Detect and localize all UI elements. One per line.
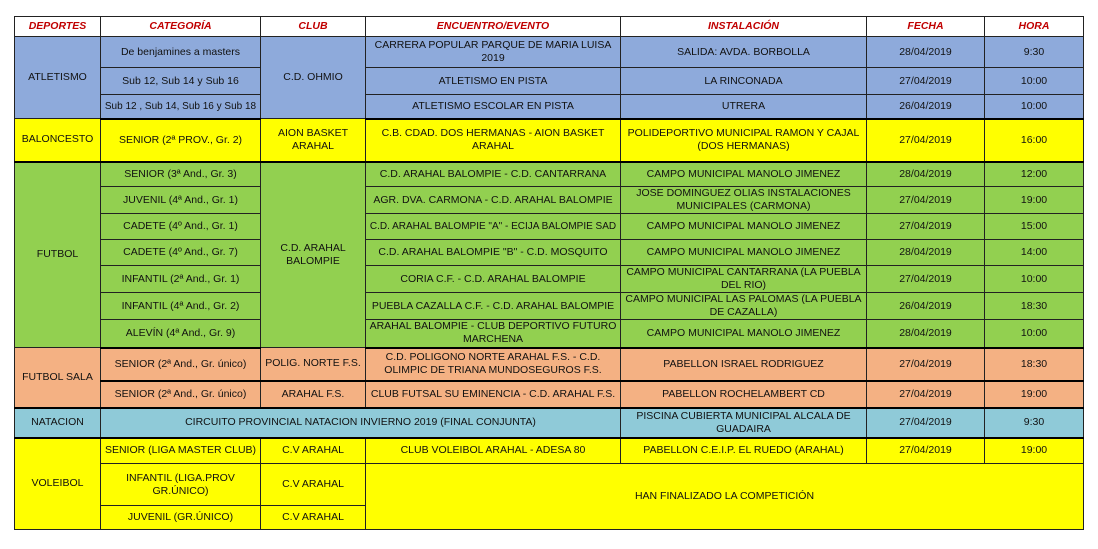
instalacion-cell: PABELLON C.E.I.P. EL RUEDO (ARAHAL): [621, 438, 867, 464]
instalacion-cell: CAMPO MUNICIPAL MANOLO JIMENEZ: [621, 240, 867, 266]
hora-cell: 19:00: [985, 187, 1084, 214]
fecha-cell: 28/04/2019: [867, 240, 985, 266]
fecha-cell: 27/04/2019: [867, 68, 985, 95]
table-row: [15, 266, 1084, 293]
instalacion-cell: UTRERA: [621, 95, 867, 119]
categoria-cell: Sub 12 , Sub 14, Sub 16 y Sub 18: [101, 95, 261, 119]
fecha-cell: 27/04/2019: [867, 381, 985, 408]
fecha-cell: 27/04/2019: [867, 408, 985, 438]
categoria-cell: De benjamines a masters: [101, 37, 261, 68]
instalacion-cell: PISCINA CUBIERTA MUNICIPAL ALCALA DE GUADAIRA: [621, 408, 867, 438]
instalacion-cell: CAMPO MUNICIPAL MANOLO JIMENEZ: [621, 162, 867, 187]
hora-cell: 15:00: [985, 214, 1084, 240]
hora-cell: 19:00: [985, 381, 1084, 408]
categoria-cell: INFANTIL (2ª And., Gr. 1): [101, 266, 261, 293]
table-row: [15, 293, 1084, 320]
hora-cell: 9:30: [985, 37, 1084, 68]
categoria-cell: JUVENIL (GR.ÚNICO): [101, 506, 261, 530]
categoria-cell: CADETE (4º And., Gr. 7): [101, 240, 261, 266]
hora-cell: 10:00: [985, 266, 1084, 293]
encuentro-cell: ATLETISMO EN PISTA: [366, 68, 621, 95]
sport-cell-natacion: NATACION: [15, 408, 101, 438]
table-row: [15, 348, 1084, 381]
hora-cell: 12:00: [985, 162, 1084, 187]
evento-cell: CIRCUITO PROVINCIAL NATACION INVIERNO 2019 (FINAL CONJUNTA): [101, 408, 621, 438]
instalacion-cell: CAMPO MUNICIPAL MANOLO JIMENEZ: [621, 214, 867, 240]
club-cell: C.V ARAHAL: [261, 506, 366, 530]
header-instalacion: INSTALACIÓN: [621, 17, 867, 37]
hora-cell: 18:30: [985, 293, 1084, 320]
header-fecha: FECHA: [867, 17, 985, 37]
encuentro-cell: ARAHAL BALOMPIE - CLUB DEPORTIVO FUTURO MARCHENA: [366, 320, 621, 348]
categoria-cell: SENIOR (2ª And., Gr. único): [101, 348, 261, 381]
table-row: [15, 438, 1084, 464]
categoria-cell: ALEVÍN (4ª And., Gr. 9): [101, 320, 261, 348]
hora-cell: 10:00: [985, 95, 1084, 119]
fecha-cell: 27/04/2019: [867, 119, 985, 162]
categoria-cell: Sub 12, Sub 14 y Sub 16: [101, 68, 261, 95]
fecha-cell: 28/04/2019: [867, 37, 985, 68]
fecha-cell: 26/04/2019: [867, 95, 985, 119]
club-cell: C.V ARAHAL: [261, 438, 366, 464]
club-cell: ARAHAL F.S.: [261, 381, 366, 408]
club-cell: AION BASKET ARAHAL: [261, 119, 366, 162]
categoria-cell: JUVENIL (4ª And., Gr. 1): [101, 187, 261, 214]
table-row: [15, 464, 1084, 506]
encuentro-cell: CORIA C.F. - C.D. ARAHAL BALOMPIE: [366, 266, 621, 293]
instalacion-cell: CAMPO MUNICIPAL LAS PALOMAS (LA PUEBLA DE CAZALLA): [621, 293, 867, 320]
instalacion-cell: POLIDEPORTIVO MUNICIPAL RAMON Y CAJAL (DOS HERMANAS): [621, 119, 867, 162]
sport-cell-atletismo: ATLETISMO: [15, 37, 101, 119]
table-row: [15, 320, 1084, 348]
table-row: [15, 119, 1084, 162]
header-deportes: DEPORTES: [15, 17, 101, 37]
categoria-cell: SENIOR (LIGA MASTER CLUB): [101, 438, 261, 464]
header-club: CLUB: [261, 17, 366, 37]
hora-cell: 10:00: [985, 68, 1084, 95]
instalacion-cell: SALIDA: AVDA. BORBOLLA: [621, 37, 867, 68]
hora-cell: 14:00: [985, 240, 1084, 266]
sport-cell-voleibol: VOLEIBOL: [15, 438, 101, 530]
table-row: [15, 408, 1084, 438]
table-row: [15, 68, 1084, 95]
header-row: [15, 17, 1084, 37]
table-row: [15, 214, 1084, 240]
categoria-cell: CADETE (4º And., Gr. 1): [101, 214, 261, 240]
instalacion-cell: PABELLON ISRAEL RODRIGUEZ: [621, 348, 867, 381]
club-cell: C.D. ARAHAL BALOMPIE: [261, 162, 366, 348]
hora-cell: 9:30: [985, 408, 1084, 438]
hora-cell: 16:00: [985, 119, 1084, 162]
header-encuentro: ENCUENTRO/EVENTO: [366, 17, 621, 37]
instalacion-cell: PABELLON ROCHELAMBERT CD: [621, 381, 867, 408]
fecha-cell: 26/04/2019: [867, 293, 985, 320]
instalacion-cell: CAMPO MUNICIPAL CANTARRANA (LA PUEBLA DEL RIO): [621, 266, 867, 293]
encuentro-cell: CLUB VOLEIBOL ARAHAL - ADESA 80: [366, 438, 621, 464]
categoria-cell: INFANTIL (LIGA.PROV GR.ÚNICO): [101, 464, 261, 506]
fecha-cell: 27/04/2019: [867, 348, 985, 381]
sport-cell-baloncesto: BALONCESTO: [15, 119, 101, 162]
instalacion-cell: CAMPO MUNICIPAL MANOLO JIMENEZ: [621, 320, 867, 348]
hora-cell: 18:30: [985, 348, 1084, 381]
encuentro-cell: C.D. ARAHAL BALOMPIE "A" - ECIJA BALOMPIE SAD: [366, 214, 621, 240]
table-row: [15, 95, 1084, 119]
hora-cell: 19:00: [985, 438, 1084, 464]
table-row: [15, 240, 1084, 266]
fecha-cell: 28/04/2019: [867, 320, 985, 348]
encuentro-cell: C.D. ARAHAL BALOMPIE - C.D. CANTARRANA: [366, 162, 621, 187]
categoria-cell: INFANTIL (4ª And., Gr. 2): [101, 293, 261, 320]
club-cell: C.V ARAHAL: [261, 464, 366, 506]
categoria-cell: SENIOR (2ª PROV., Gr. 2): [101, 119, 261, 162]
fecha-cell: 27/04/2019: [867, 214, 985, 240]
instalacion-cell: LA RINCONADA: [621, 68, 867, 95]
club-cell: POLIG. NORTE F.S.: [261, 348, 366, 381]
schedule-table: [14, 16, 1084, 530]
encuentro-cell: CARRERA POPULAR PARQUE DE MARIA LUISA 2019: [366, 37, 621, 68]
categoria-cell: SENIOR (3ª And., Gr. 3): [101, 162, 261, 187]
fecha-cell: 27/04/2019: [867, 187, 985, 214]
header-categoria: CATEGORÍA: [101, 17, 261, 37]
fecha-cell: 28/04/2019: [867, 162, 985, 187]
hora-cell: 10:00: [985, 320, 1084, 348]
instalacion-cell: JOSE DOMINGUEZ OLIAS INSTALACIONES MUNICIPALES (CARMONA): [621, 187, 867, 214]
header-hora: HORA: [985, 17, 1084, 37]
fecha-cell: 27/04/2019: [867, 438, 985, 464]
table-row: [15, 37, 1084, 68]
encuentro-cell: C.D. ARAHAL BALOMPIE "B" - C.D. MOSQUITO: [366, 240, 621, 266]
encuentro-cell: C.B. CDAD. DOS HERMANAS - AION BASKET ARAHAL: [366, 119, 621, 162]
encuentro-cell: PUEBLA CAZALLA C.F. - C.D. ARAHAL BALOMPIE: [366, 293, 621, 320]
encuentro-cell: ATLETISMO ESCOLAR EN PISTA: [366, 95, 621, 119]
club-cell: C.D. OHMIO: [261, 37, 366, 119]
sport-cell-futbol-sala: FUTBOL SALA: [15, 348, 101, 408]
encuentro-cell: CLUB FUTSAL SU EMINENCIA - C.D. ARAHAL F.S.: [366, 381, 621, 408]
table-row: [15, 381, 1084, 408]
encuentro-cell: AGR. DVA. CARMONA - C.D. ARAHAL BALOMPIE: [366, 187, 621, 214]
encuentro-cell: C.D. POLIGONO NORTE ARAHAL F.S. - C.D. OLIMPIC DE TRIANA MUNDOSEGUROS F.S.: [366, 348, 621, 381]
fecha-cell: 27/04/2019: [867, 266, 985, 293]
competition-finished-note: HAN FINALIZADO LA COMPETICIÓN: [366, 464, 1084, 530]
categoria-cell: SENIOR (2ª And., Gr. único): [101, 381, 261, 408]
table-row: [15, 187, 1084, 214]
table-row: [15, 162, 1084, 187]
sport-cell-futbol: FUTBOL: [15, 162, 101, 348]
